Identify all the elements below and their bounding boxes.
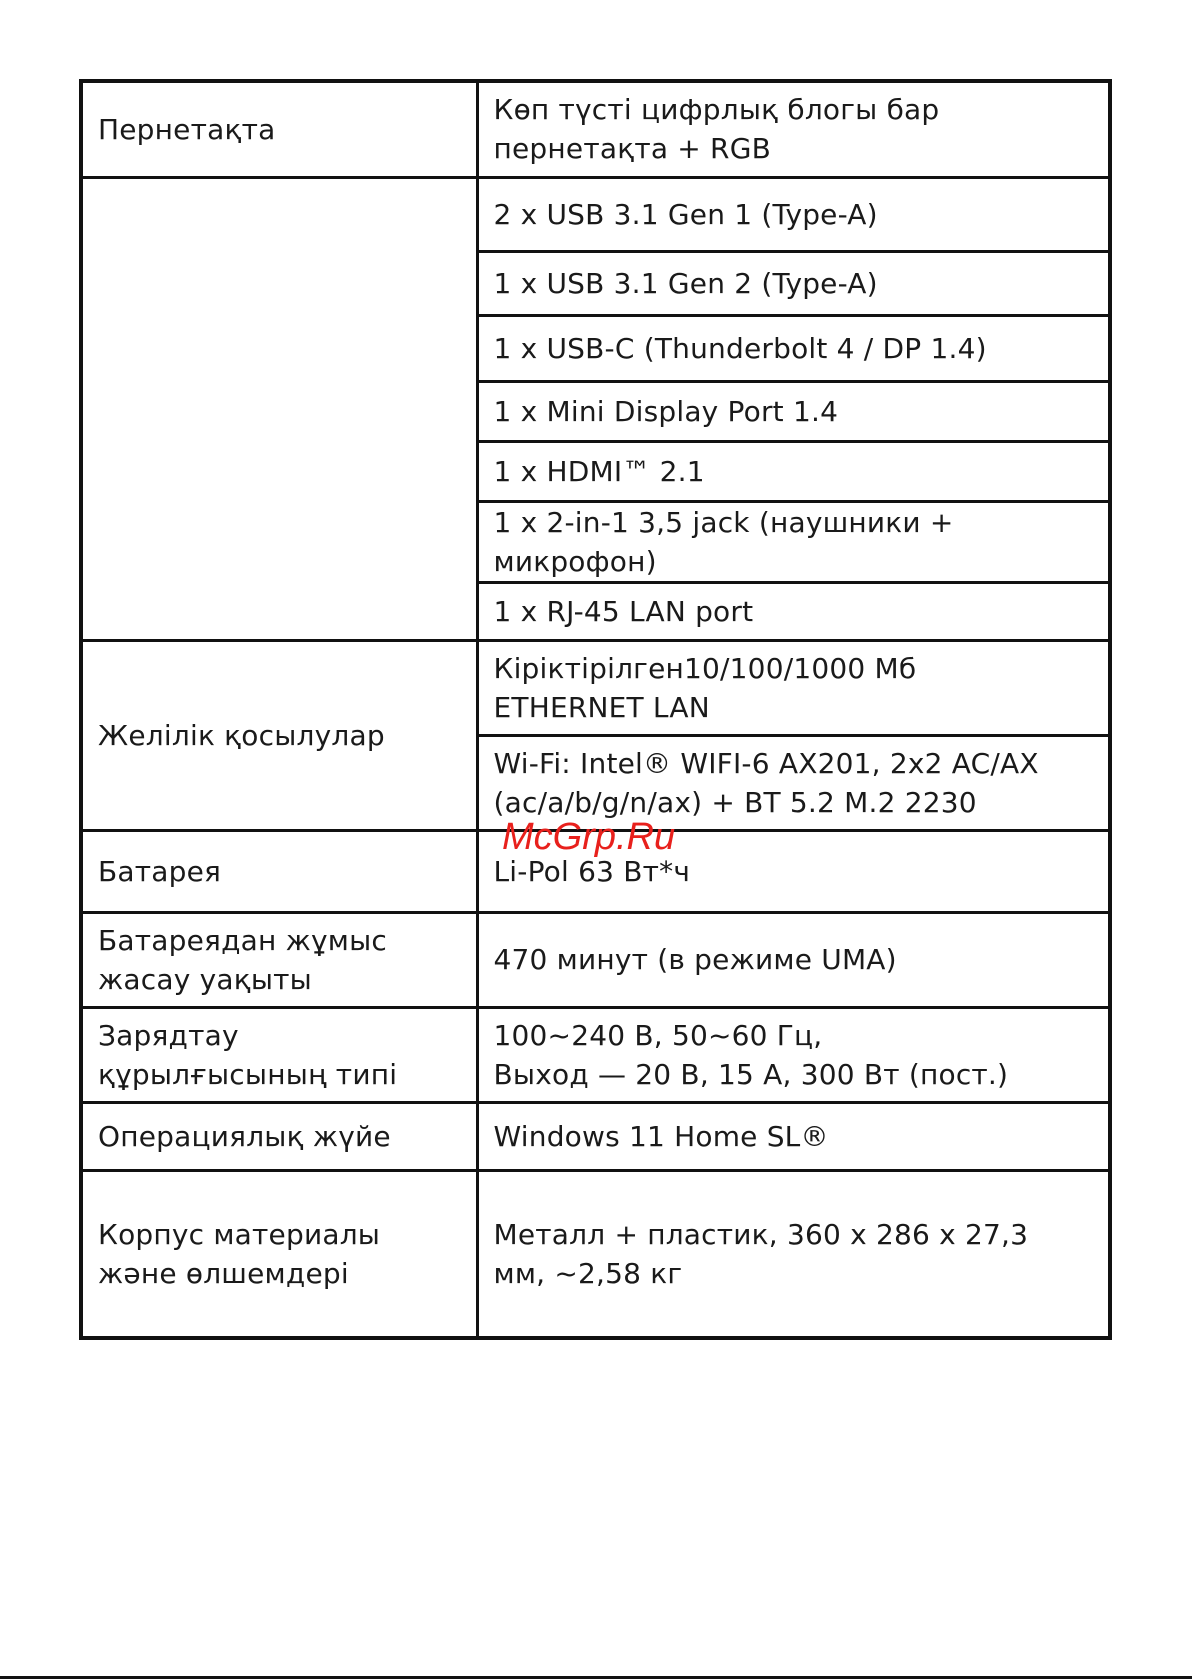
row-value: 1 x RJ-45 LAN port bbox=[477, 582, 1110, 640]
table-row bbox=[81, 1007, 1110, 1102]
row-value-line: 100~240 В, 50~60 Гц, bbox=[493, 1018, 823, 1052]
row-value: Windows 11 Home SL® bbox=[477, 1102, 1110, 1170]
table-row bbox=[81, 640, 1110, 735]
row-label: Желілік қосылулар bbox=[81, 640, 477, 830]
table-row bbox=[81, 177, 1110, 251]
row-value: 470 минут (в режиме UMA) bbox=[477, 912, 1110, 1007]
row-label: Операциялық жүйе bbox=[81, 1102, 477, 1170]
row-label: Пернетақта bbox=[81, 81, 477, 177]
ports-label-cell bbox=[81, 177, 477, 640]
row-label: Корпус материалы және өлшемдері bbox=[81, 1170, 477, 1338]
row-value: Wi-Fi: Intel® WIFI-6 AX201, 2x2 AC/AX (ac/a/b/g/n/ax) + BT 5.2 M.2 2230 bbox=[477, 735, 1110, 830]
table-row bbox=[81, 830, 1110, 912]
row-value: 1 x USB-C (Thunderbolt 4 / DP 1.4) bbox=[477, 315, 1110, 381]
spec-table bbox=[79, 79, 1112, 1340]
row-value: 1 x 2-in-1 3,5 jack (наушники + микрофон) bbox=[477, 501, 1110, 582]
row-value: 1 x Mini Display Port 1.4 bbox=[477, 381, 1110, 441]
watermark: McGrp.Ru bbox=[502, 816, 676, 858]
row-value: 1 x HDMI™ 2.1 bbox=[477, 441, 1110, 501]
row-value: Көп түсті цифрлық блогы бар пернетақта + RGB bbox=[477, 81, 1110, 177]
row-value: Металл + пластик, 360 x 286 x 27,3 мм, ~2,58 кг bbox=[477, 1170, 1110, 1338]
table-row bbox=[81, 1102, 1110, 1170]
row-label: Батареядан жұмыс жасау уақыты bbox=[81, 912, 477, 1007]
row-label: Батарея bbox=[81, 830, 477, 912]
row-value bbox=[477, 1007, 1110, 1102]
row-value: Кіріктірілген10/100/1000 Мб ETHERNET LAN bbox=[477, 640, 1110, 735]
table-row bbox=[81, 1170, 1110, 1338]
row-value-line: Выход — 20 В, 15 А, 300 Вт (пост.) bbox=[493, 1057, 1009, 1091]
table-row bbox=[81, 912, 1110, 1007]
table-row bbox=[81, 81, 1110, 177]
row-value: Li-Pol 63 Вт*ч bbox=[477, 830, 1110, 912]
row-label: Зарядтау құрылғысының типі bbox=[81, 1007, 477, 1102]
row-value: 1 x USB 3.1 Gen 2 (Type-A) bbox=[477, 251, 1110, 315]
row-value: 2 x USB 3.1 Gen 1 (Type-A) bbox=[477, 177, 1110, 251]
